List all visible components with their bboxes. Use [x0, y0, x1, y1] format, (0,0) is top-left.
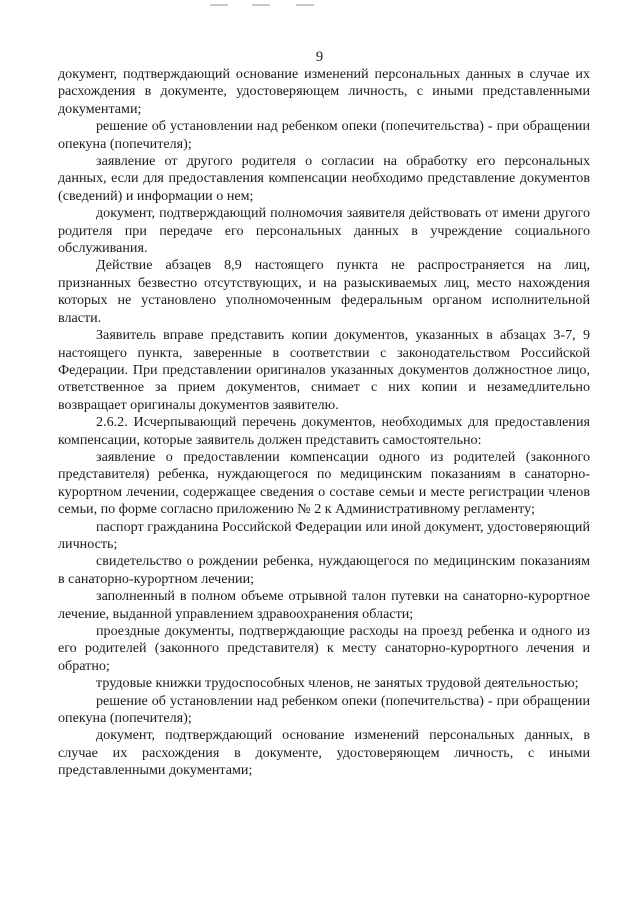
- scan-artifact: [210, 4, 228, 6]
- paragraph-continuation: документ, подтверждающий основание изменений персональных данных в случае их расхождения в документе, удостоверяющем личность, с иными представленными документами;: [58, 66, 590, 117]
- list-item: свидетельство о рождении ребенка, нуждающегося по медицинским показаниям в санаторно-курортном лечении;: [58, 553, 590, 587]
- section-heading-paragraph: 2.6.2. Исчерпывающий перечень документов, необходимых для предоставления компенсации, которые заявитель должен представить самостоятельно:: [58, 414, 590, 448]
- list-item: трудовые книжки трудоспособных членов, не занятых трудовой деятельностью;: [96, 675, 579, 692]
- paragraph: решение об установлении над ребенком опеки (попечительства) - при обращении опекуна (попечителя);: [58, 118, 590, 152]
- paragraph: заявление от другого родителя о согласии на обработку его персональных данных, если для предоставления компенсации необходимо представление документов (сведений) и информации о нем;: [58, 153, 590, 204]
- list-item: проездные документы, подтверждающие расходы на проезд ребенка и одного из его родителей (законного представителя) к месту санаторно-курортного лечения и обратно;: [58, 623, 590, 674]
- list-item: заполненный в полном объеме отрывной талон путевки на санаторно-курортное лечение, выданной управлением здравоохранения области;: [58, 588, 590, 622]
- paragraph: Заявитель вправе представить копии документов, указанных в абзацах 3-7, 9 настоящего пункта, заверенные в соответствии с законодательством Российской Федерации. При представлении оригиналов указанных документов должностное лицо, ответственное за прием документов, снимает с них копии и незамедлительно возвращает оригиналы документов заявителю.: [58, 327, 590, 413]
- list-item: заявление о предоставлении компенсации одного из родителей (законного представителя) ребенка, нуждающегося по медицинским показаниям в санаторно-курортном лечении, содержащее сведения о составе семьи и месте регистрации членов семьи, по форме согласно приложению № 2 к Административному регламенту;: [58, 448, 590, 518]
- paragraph: Действие абзацев 8,9 настоящего пункта не распространяется на лиц, признанных безвестно отсутствующих, и на разыскиваемых лиц, место нахождения которых не установлено уполномоченным федеральным органом исполнительной власти.: [58, 257, 590, 326]
- list-item: документ, подтверждающий основание изменений персональных данных, в случае их расхождения в документе, удостоверяющем личность, с иными представленными документами;: [58, 727, 590, 779]
- paragraph: документ, подтверждающий полномочия заявителя действовать от имени другого родителя при передаче его персональных данных в учреждение социального обслуживания.: [58, 205, 590, 257]
- list-item: решение об установлении над ребенком опеки (попечительства) - при обращении опекуна (попечителя);: [58, 692, 590, 727]
- scan-artifact: [296, 4, 314, 6]
- page-number: 9: [315, 49, 324, 65]
- list-item: паспорт гражданина Российской Федерации или иной документ, удостоверяющий личность;: [58, 518, 590, 552]
- document-body: [58, 66, 590, 780]
- scan-artifact: [252, 4, 270, 6]
